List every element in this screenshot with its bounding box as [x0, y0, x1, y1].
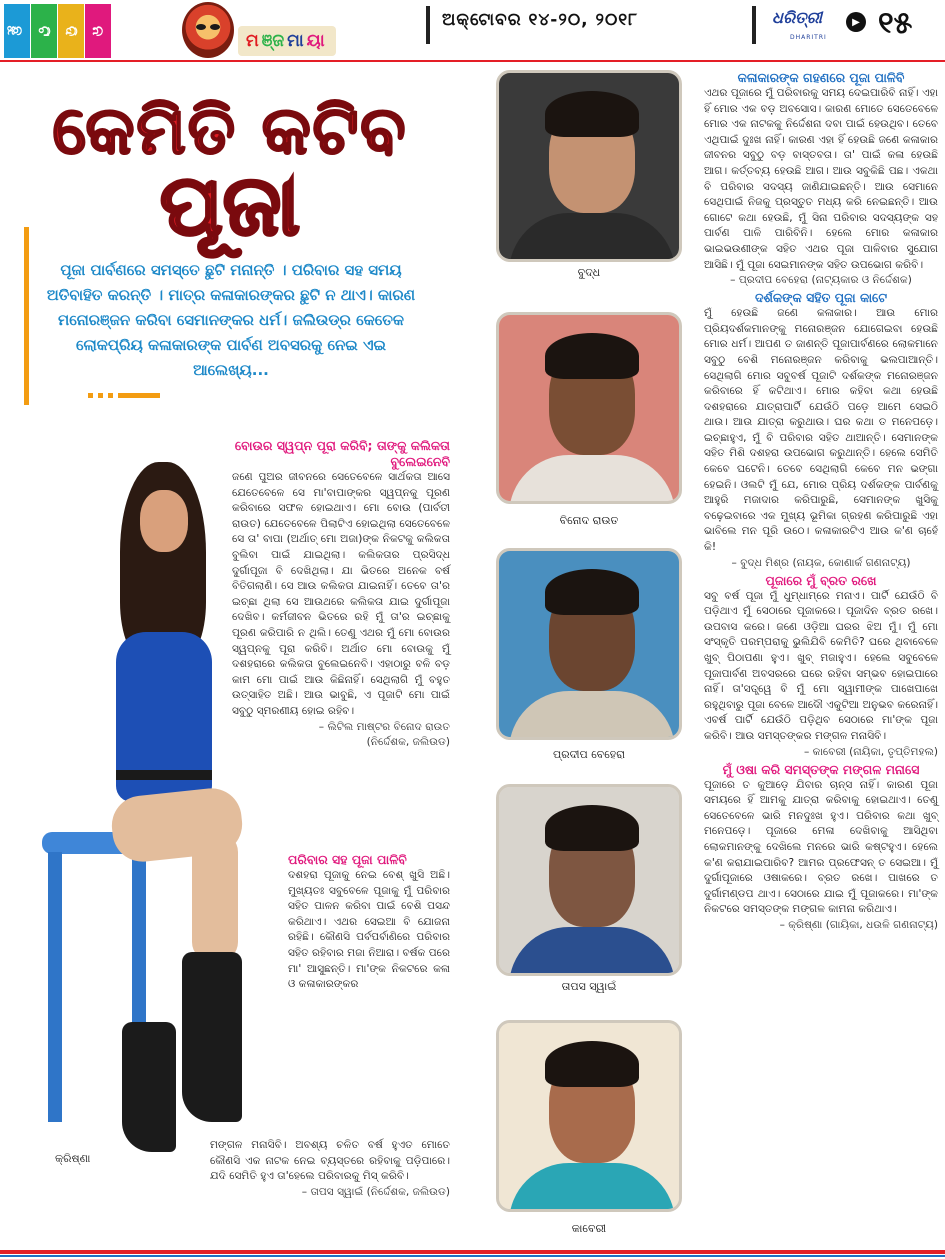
section-heading: ପୂଜାରେ ମୁଁ ବ୍ରତ ରଖେ	[765, 572, 877, 588]
left-article-1	[232, 438, 450, 750]
brand-tile: ନ	[85, 4, 111, 58]
header-divider	[752, 6, 756, 44]
issue-date: ଅକ୍ଟୋବର ୧୪-୨୦, ୨୦୧୮	[442, 10, 639, 30]
portrait-hair	[545, 569, 639, 615]
model-leg	[192, 832, 238, 962]
article-body: ମୁଁ ହେଉଛି ଜଣେ କଳାକାର। ଆଉ ମୋର ପ୍ରିୟଦର୍ଶକମାନଙ୍କୁ ମନୋରଞ୍ଜନ ଯୋଗେଇବା ହେଉଛି ମୋର ଧର୍ମ। ଆପଣ ତ ଜାଣନ୍ତି ପୂଜାପାର୍ବଣରେ ଲୋକମାନେ ସବୁଠୁ ବେଶି ମନୋରଞ୍ଜନ କରିବାକୁ ଭଲପାଆନ୍ତି। ସେଥିଲାଗି ମୋର ସବୁବର୍ଷ ପୂଜାଟି ଦର୍ଶକଙ୍କ ମନୋରଞ୍ଜନ କରିବାରେ ହିଁ କଟିଥାଏ। ମୋର କହିବା କଥା ହେଉଛି ଦଶହରାରେ ଯାତ୍ରାପାର୍ଟି ଯେଉଁଠି ପଡ଼େ ଆମେ ସେଇଠି ଥାଉ। ଆଉ ଯାତ୍ରା କରୁଥାଉ। ଘର କଥା ତ ମନେପଡ଼େ। ଇଚ୍ଛାହୁଏ, ମୁଁ ବି ପରିବାର ସହିତ ଥାଆନ୍ତି। ସେମାନଙ୍କ ସହିତ ମିଶି ଦଶହରା ଉପଭୋଗ କରୁଥାନ୍ତି। ହେଲେ ସେମିତି କେବେ ଘଟେନି। ତେବେ ସେଥିଲାଗି କେବେ ମନ ଭଙ୍ଗା ହେଇନି। ଓଲଟି ମୁଁ ଯେ, ମୋର ପ୍ରିୟ ଦର୍ଶକଙ୍କ ପାର୍ବଣକୁ ଆହୁରି ମଜାଦାର କରିପାରୁଛି, ସେମାନଙ୍କ ଖୁସିକୁ ବଢ଼େଇବାରେ ଏକ ମୁଖ୍ୟ ଭୂମିକା ଗ୍ରହଣ କରିପାରୁଛି ଏହା ଭାବିଲେ ମନ ପୂରି ଉଠେ। କଳାକାରଟିଏ ଆଉ କ'ଣ ଚାହେଁ କି!	[704, 307, 938, 554]
intro-dots	[88, 393, 165, 398]
newspaper-logo-latin: DHARITRI	[790, 34, 827, 41]
section-heading: କଳାକାରଙ୍କ ଗହଣରେ ପୂଜା ପାଳିବି	[737, 70, 905, 85]
byline: – ବୁଦ୍ଧ ମିଶ୍ର (ନାୟକ, କୋଣାର୍କ ଗଣନାଟ୍ୟ)	[731, 556, 911, 569]
headline-line-1: କେମିତି କଟିବ	[52, 92, 408, 169]
supplement-letter: ମା	[287, 31, 304, 51]
play-icon: ▶	[846, 12, 866, 32]
footer-rule	[0, 1255, 945, 1257]
byline-role: (ନିର୍ଦ୍ଦେଶକ, ଜଲିଉଡ)	[366, 735, 450, 748]
goddess-eye-icon	[210, 24, 220, 30]
section-heading: ମୁଁ ଓଷା କରି ସମସ୍ତଙ୍କ ମଙ୍ଗଳ ମନାସେ	[722, 761, 920, 777]
brand-tile: ଛୁ	[4, 4, 30, 58]
left-article-2-cont	[210, 1138, 450, 1200]
portrait-photo	[496, 70, 682, 262]
section-heading: ପରିବାର ସହ ପୂଜା ପାଳିବି	[288, 852, 407, 867]
brand-tile: ଟି	[31, 4, 57, 58]
portrait-hair	[545, 1041, 639, 1087]
article-body: ଦଶହରା ପୂଜାକୁ ନେଇ ବେଶ୍ ଖୁସି ଅଛି। ମୁଖ୍ୟତଃ ସବୁବେଳେ ପୂଜାକୁ ମୁଁ ପରିବାର ସହିତ ପାଳନ କରିବା ପାଇଁ ବେଶି ପସନ୍ଦ କରିଥାଏ। ଏଥର ସେଇଆ ବି ଯୋଜନା ରହିଛି। କୌଣସି ପର୍ବପର୍ବାଣିରେ ପରିବାର ସହିତ ରହିବାର ମଜା ନିଆରା। ବର୍ଷକ ପରେ ମା' ଆସୁଛନ୍ତି। ମା'ଙ୍କ ନିକଟରେ କଳା ଓ କଳାକାରଙ୍କର	[288, 869, 450, 991]
page-number: ୧୫	[878, 6, 913, 41]
page-header	[0, 0, 945, 62]
intro-accent-bar	[24, 227, 29, 405]
portrait-hair	[545, 805, 639, 851]
section-heading: ବୋଉର ସ୍ୱପ୍ନ ପୂରା କରିବି; ତାଙ୍କୁ କଲିକତା ବୁଲେଇନେବି	[234, 438, 450, 469]
byline: – କ୍ରିଷ୍ଣା (ଗାୟିକା, ଧଉଳି ଗଣନାଟ୍ୟ)	[779, 918, 938, 931]
dot	[88, 393, 93, 398]
intro-text: ପୂଜା ପାର୍ବଣରେ ସମସ୍ତେ ଛୁଟି ମନାନ୍ତି । ପରିବାର ସହ ସମୟ ଅତିବାହିତ କରନ୍ତି । ମାତ୍ର କଳାକାରଙ୍କର ଛୁଟି ନ ଥାଏ। କାରଣ ମନୋରଞ୍ଜନ କରିବା ସେମାନଙ୍କର ଧର୍ମ। ଜଲିଉଡ୍‌ର କେତେକ ଲୋକପ୍ରିୟ କଳାକାରଙ୍କ ପାର୍ବଣ ଅବସରକୁ ନେଇ ଏଇ ଆଲେଖ୍ୟ...	[46, 261, 416, 379]
supplement-letter: ମ	[246, 31, 259, 51]
supplement-letter: ଞ୍ଜ	[261, 31, 285, 51]
brand-tile: ଦି	[58, 4, 84, 58]
model-face	[140, 490, 188, 552]
byline: – ପ୍ରଦୀପ ବେହେରା (ନାଟ୍ୟକାର ଓ ନିର୍ଦ୍ଦେଶକ)	[730, 274, 912, 287]
byline: – ତାପସ ସ୍ୱାଇଁ (ନିର୍ଦ୍ଦେଶକ, ଜଲିଉଡ)	[301, 1185, 450, 1198]
model-belt	[116, 770, 212, 780]
byline: – ଲିଟିଲ ମାଷ୍ଟର ବିନୋଦ ରାଉତ	[318, 720, 450, 733]
dash	[118, 393, 160, 398]
footer-rule	[0, 1250, 945, 1254]
portrait-hair	[545, 333, 639, 379]
portrait-photo	[496, 1020, 682, 1212]
portrait-photo	[496, 548, 682, 740]
section-heading: ଦର୍ଶକଙ୍କ ସହିତ ପୂଜା କାଟେ	[755, 290, 887, 306]
article-body: ମଙ୍ଗଳ ମନାସିବି। ଅବଶ୍ୟ ଚଳିତ ବର୍ଷ ହୁଏତ ମୋତେ କୌଣସି ଏକ ନାଟକ ନେଇ ବ୍ୟସ୍ତରେ ରହିବାକୁ ପଡ଼ିପାରେ। ଯଦି ସେମିତି ହୁଏ ତା'ହେଲେ ପରିବାରକୁ ମିସ୍ କରିବି।	[210, 1139, 450, 1183]
portrait-caption: ବିନୋଦ ରାଉତ	[559, 514, 619, 527]
dot	[98, 393, 103, 398]
article-body: ଏଥର ପୂଜାରେ ମୁଁ ପରିବାରକୁ ସମୟ ଦେଇପାରିବି ନାହିଁ। ଏହା ହିଁ ମୋର ଏକ ବଡ଼ ଅବସୋସ। କାରଣ ମୋତେ ସେତେବେଳେ ମୋର ଏକ ନାଟକକୁ ନିର୍ଦ୍ଦେଶନା ଦବା ପାଇଁ ହେଉଥିବ। ତେବେ ଏଥିପାଇଁ ଦୁଃଖ ନାହିଁ। କାରଣ ଏହା ହିଁ ହେଉଛି ଜଣେ କଳାକାର ଜୀବନର ସବୁଠୁ ବଡ଼ ବାସ୍ତବତା। ତା' ପାଇଁ କଳା ହେଉଛି ଆଗ। କର୍ତ୍ତବ୍ୟ ହେଉଛି ଆଗ। ଆଉ ସବୁକିଛି ପଛ। ଏକଥା ବି ପରିବାର ସଦସ୍ୟ ଜାଣିଯାଇଛନ୍ତି। ଆଉ ସେମାନେ ସେଥିପାଇଁ ନିଜକୁ ପ୍ରସ୍ତୁତ ମଧ୍ୟ କରି ନେଇଛନ୍ତି। ଆଉ ଗୋଟେ କଥା ହେଉଛି, ମୁଁ ସିନା ପରିବାର ସଦସ୍ୟଙ୍କ ସହ ପାର୍ବଣ ପାଳି ପାରିବିନି। ହେଲେ ମୋର କଳାକାର ଭାଇଭଉଣୀଙ୍କ ସହିତ ଏଥର ପୂଜା ପାଳିବାର ସୁଯୋଗ ଆସିଛି। ମୁଁ ପୂଜା ସେଇମାନଙ୍କ ସହିତ ଉପଭୋଗ କରିବି।	[704, 87, 938, 271]
supplement-letter: ୟା	[306, 31, 325, 51]
model-boot	[122, 1022, 176, 1152]
portrait-caption: ବୁଦ୍ଧ	[577, 266, 601, 279]
newspaper-logo: ଧରିତ୍ରୀ	[772, 8, 822, 27]
header-divider	[426, 6, 430, 44]
portrait-photo	[496, 312, 682, 504]
headline-line-2: ପୂଜା	[159, 156, 301, 254]
article-body: ପୂଜାରେ ତ କୁଆଡ଼େ ଯିବାର ଚାନ୍ସ ନାହିଁ। କାରଣ ପୂଜା ସମୟରେ ହିଁ ଆମକୁ ଯାତ୍ରା କରିବାକୁ ହୋଇଥାଏ। ତେଣୁ ସେତେବେଳେ ଭାରି ମନଦୁଃଖ ହୁଏ। ପରିବାର କଥା ଖୁବ୍ ମନେପଡ଼େ। ପୂଜାରେ ମେଳା ଦେଖିବାକୁ ଆସିଥିବା ଲୋକମାନଙ୍କୁ ଦେଖିଲେ ମନରେ ଭାରି କଷ୍ଟହୁଏ। ହେଲେ କ'ଣ କରାଯାଇପାରିବ? ଆମର ପ୍ରଫେସନ୍ ତ ସେଇଆ। ମୁଁ ଦୁର୍ଗାପୂଜାରେ ଓଷାକରେ। ବ୍ରତ ରଖେ। ପାଖରେ ତ ଦୁର୍ଗାମଣ୍ଡପ ଥାଏ। ସେଠାରେ ଯାଇ ମୁଁ ପୂଜାକରେ। ମା'ଙ୍କ ନିକଟରେ ସମସ୍ତଙ୍କ ମଙ୍ଗଳ କାମନା କରିଥାଏ।	[704, 778, 938, 916]
stool-leg	[48, 852, 62, 1122]
left-article-2	[288, 852, 450, 993]
portrait-hair	[545, 91, 639, 137]
portrait-photo	[496, 784, 682, 976]
portrait-caption: କାବେରୀ	[571, 1222, 607, 1235]
right-articles	[704, 70, 938, 933]
model-caption: କ୍ରିଷ୍ଣା	[55, 1152, 91, 1165]
model-boot	[182, 952, 242, 1122]
article-body: ଜଣେ ପୁଅର ଜୀବନରେ ସେତେବେଳେ ସାର୍ଥକତା ଆସେ ଯେତେବେଳେ ସେ ମା'ବାପାଙ୍କର ସ୍ୱପ୍ନକୁ ପୂରଣ କରିବାରେ ସଫଳ ହୋଇଥାଏ। ମୋ ବୋଉ (ପାର୍ବତୀ ରାଉତ) ଯେତେବେଳେ ପିଲାଟିଏ ହୋଇଥିଲା ସେତେବେଳେ ସେ ତା' ବାପା (ଅର୍ଥାତ୍ ମୋ ଅଜା)ଙ୍କ ନିକଟକୁ କଲିକତା ବୁଲିବା ପାଇଁ ଯାଇଥିଲା। କଲିକତାର ପ୍ରସିଦ୍ଧ ଦୁର୍ଗାପୂଜା ବି ଦେଖିଥିଲା। ଯା ଭିତରେ ଅନେକ ବର୍ଷ ବିତିଗଲାଣି। ସେ ଆଉ କଲିକତା ଯାଇନାହିଁ। ତେବେ ତା'ର ଇଚ୍ଛା ଥିଲା ସେ ଆଉଥରେ କଲିକତା ଯାଇ ଦୁର୍ଗାପୂଜା ଦେଖିବ। କର୍ମଜୀବନ ଭିତରେ ରହି ମୁଁ ତା'ର ଇଚ୍ଛାକୁ ପୂରଣ କରିପାରି ନ ଥିଲି। ତେଣୁ ଏଥର ମୁଁ ମୋ ବୋଉର ସ୍ୱପ୍ନକୁ ପୂରା କରିବି। ଅର୍ଥାତ ମୋ ବୋଉକୁ ମୁଁ ଦଶହରାରେ କଲିକତା ବୁଲେଇନେବି। ଏହାଠାରୁ ବଳି ବଡ଼ କାମ ମୋ ପାଇଁ ଆଉ କିଛିନାହିଁ। ସେଥିଲାଗି ମୁଁ ବହୁତ ଉତ୍ସାହିତ ଅଛି। ଆଉ ଭାବୁଛି, ଏ ପୂଜାଟି ମୋ ପାଇଁ ସବୁଠୁ ସ୍ମରଣୀୟ ହୋଇ ରହିବ।	[232, 471, 450, 717]
byline: – କାବେରୀ (ନାୟିକା, ତୃପ୍ତିମହଲ)	[804, 745, 938, 758]
portrait-caption: ତାପସ ସ୍ୱାଇଁ	[561, 980, 617, 993]
article-body: ସବୁ ବର୍ଷ ପୂଜା ମୁଁ ଧୁମ୍‌ଧାମ୍‌ରେ ମନାଏ। ପାର୍ଟି ଯେଉଁଠି ବି ପଡ଼ିଥାଏ ମୁଁ ସେଠାରେ ପୂଜାକରେ। ପୂଜାଦିନ ବ୍ରତ ରଖେ। ଉପବାସ କରେ। ଜଣେ ଓଡ଼ିଆ ଘରର ଝିଅ ମୁଁ। ମୁଁ ମୋ ସଂସ୍କୃତି ପରମ୍ପରାକୁ ଭୁଲିଯିବି କେମିତି? ଘରେ ଥିବାବେଳେ ଖୁବ୍ ପିଠାପଣା ହୁଏ। ଖୁବ୍ ମଜାହୁଏ। ହେଲେ ସବୁବେଳେ ପୂଜାପାର୍ବଣ ଅବସରରେ ଘରେ ରହିବା ସମ୍ଭବ ହୋଇପାରେ ନାହିଁ। ତା'ସତ୍ତ୍ୱେ ବି ମୁଁ ମୋ ସ୍ୱାମୀଙ୍କ ପାଖେପାଖେ ରହୁଥିବାରୁ ପୂଜା ବେଳେ ଆଦୌ ଏକୁଟିଆ ଅନୁଭବ କରେନାହିଁ। ଏବର୍ଷ ପାର୍ଟି ଯେଉଁଠି ପଡ଼ିଥିବ ସେଠାରେ ମା'ଙ୍କ ପୂଜା କରିବି। ଆଉ ସମସ୍ତଙ୍କର ମଙ୍ଗଳ ମନାସିବି।	[704, 589, 938, 742]
section-brand	[4, 4, 112, 58]
portrait-caption: ପ୍ରଦୀପ ବେହେରା	[553, 748, 625, 761]
supplement-logo	[238, 26, 336, 56]
goddess-durga-icon	[182, 2, 234, 58]
goddess-eye-icon	[196, 24, 206, 30]
dot	[108, 393, 113, 398]
